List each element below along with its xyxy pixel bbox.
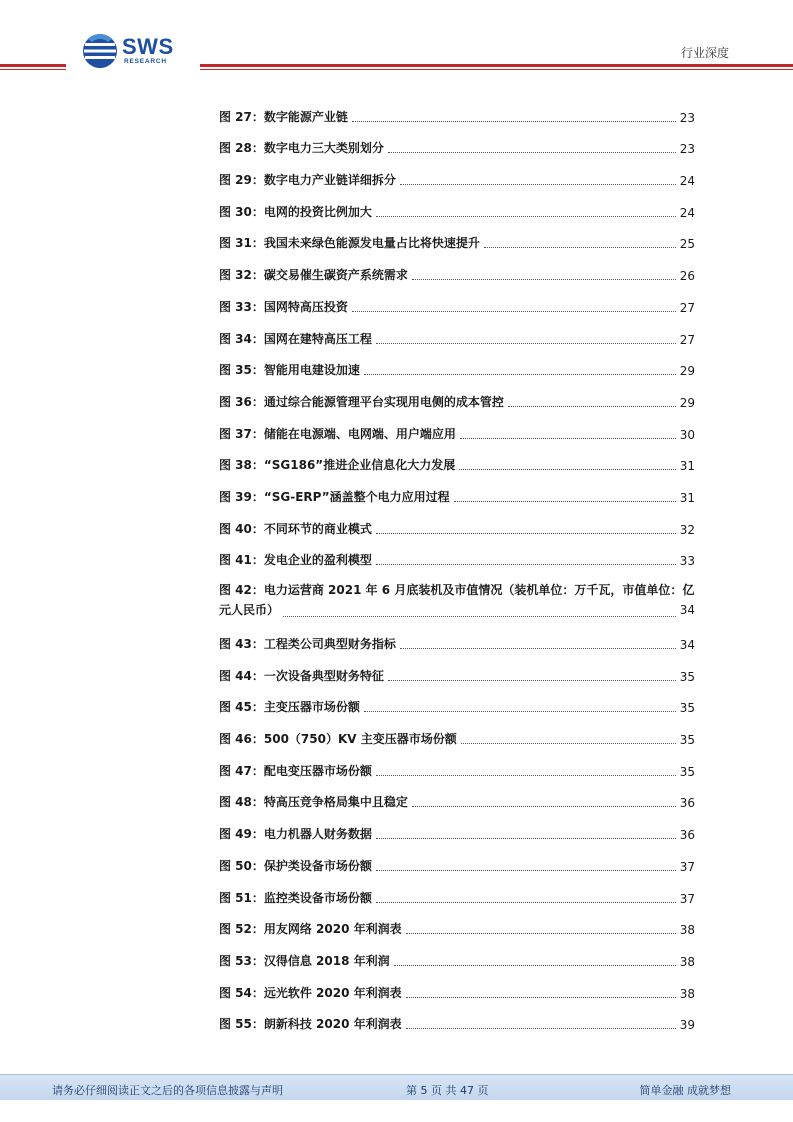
toc-entry-label: 图 42：电力运营商 2021 年 6 月底装机及市值情况（装机单位：万千瓦，市值单位：亿: [219, 583, 695, 598]
logo-text: SWS: [122, 34, 174, 59]
toc-leader-dots: [461, 743, 676, 744]
toc-entry-page: 31: [679, 490, 695, 505]
toc-entry-page: 33: [679, 554, 695, 569]
toc-entry-page: 37: [679, 891, 695, 906]
toc-leader-dots: [352, 121, 676, 122]
toc-entry-page: 30: [679, 427, 695, 442]
toc-entry-label: 图 32：碳交易催生碳资产系统需求: [219, 268, 408, 283]
toc-entry-page: 39: [679, 1018, 695, 1033]
header-rule-left: [0, 64, 66, 67]
toc-entry[interactable]: [219, 544, 695, 576]
toc-leader-dots: [412, 279, 676, 280]
toc-entry[interactable]: [219, 786, 695, 818]
toc-entry-label: 图 50：保护类设备市场份额: [219, 858, 372, 873]
toc-leader-dots: [283, 616, 676, 617]
toc-entry-page: 27: [679, 300, 695, 315]
header-rule-right: [200, 64, 793, 67]
toc-entry[interactable]: [219, 627, 695, 659]
toc-entry-label: 图 40：不同环节的商业模式: [219, 521, 372, 536]
toc-entry[interactable]: [219, 849, 695, 881]
toc-entry[interactable]: [219, 976, 695, 1008]
toc-entry-page: 36: [679, 828, 695, 843]
toc-entry-label: 图 47：配电变压器市场份额: [219, 763, 372, 778]
toc-entry[interactable]: [219, 1008, 695, 1040]
toc-leader-dots: [406, 933, 676, 934]
toc-entry-label: 图 55：朗新科技 2020 年利润表: [219, 1017, 402, 1032]
toc-entry-label: 图 45：主变压器市场份额: [219, 700, 360, 715]
toc-leader-dots: [376, 564, 676, 565]
toc-entry[interactable]: [219, 754, 695, 786]
toc-entry-page: 24: [679, 205, 695, 220]
toc-entry[interactable]: [219, 417, 695, 449]
toc-leader-dots: [388, 680, 676, 681]
toc-leader-dots: [388, 152, 676, 153]
toc-leader-dots: [459, 469, 676, 470]
toc-entry-page: 38: [679, 923, 695, 938]
toc-entry-label: 图 29：数字电力产业链详细拆分: [219, 173, 396, 188]
toc-entry-page: 32: [679, 522, 695, 537]
page-header: [0, 0, 793, 80]
toc-leader-dots: [460, 438, 676, 439]
toc-entry[interactable]: [219, 722, 695, 754]
toc-entry[interactable]: [219, 163, 695, 195]
toc-entry-page: 35: [679, 764, 695, 779]
toc-entry-label: 图 51：监控类设备市场份额: [219, 890, 372, 905]
toc-entry-label: 图 52：用友网络 2020 年利润表: [219, 922, 402, 937]
toc-entry-label: 图 54：远光软件 2020 年利润表: [219, 985, 402, 1000]
toc-leader-dots: [394, 965, 676, 966]
toc-leader-dots: [484, 247, 676, 248]
footer-disclaimer: 请务必仔细阅读正文之后的各项信息披露与声明: [52, 1084, 283, 1097]
toc-entry-page: 35: [679, 733, 695, 748]
toc-entry-page: 38: [679, 986, 695, 1001]
toc-entry-page: 26: [679, 269, 695, 284]
toc-entry[interactable]: [219, 290, 695, 322]
toc-entry[interactable]: [219, 480, 695, 512]
toc-entry[interactable]: [219, 227, 695, 259]
toc-entry-page: 31: [679, 459, 695, 474]
toc-entry[interactable]: [219, 817, 695, 849]
toc-entry[interactable]: [219, 881, 695, 913]
toc-entry-label: 图 36：通过综合能源管理平台实现用电侧的成本管控: [219, 394, 504, 409]
toc-entry[interactable]: [219, 354, 695, 386]
toc-entry-label: 图 41：发电企业的盈利模型: [219, 553, 372, 568]
toc-entry-label: 图 27：数字能源产业链: [219, 109, 348, 124]
toc-entry[interactable]: [219, 100, 695, 132]
figure-list: [219, 100, 695, 1039]
toc-leader-dots: [406, 997, 676, 998]
toc-entry-label: 图 37：储能在电源端、电网端、用户端应用: [219, 426, 456, 441]
toc-entry-label-cont: 元人民币）: [219, 603, 280, 618]
toc-entry[interactable]: [219, 258, 695, 290]
toc-entry[interactable]: [219, 575, 695, 627]
toc-leader-dots: [376, 533, 676, 534]
toc-leader-dots: [400, 184, 676, 185]
toc-leader-dots: [376, 343, 676, 344]
toc-entry-label: 图 48：特高压竞争格局集中且稳定: [219, 795, 408, 810]
toc-leader-dots: [352, 311, 676, 312]
footer-slogan: 简单金融 成就梦想: [639, 1084, 731, 1097]
toc-leader-dots: [376, 902, 676, 903]
toc-entry-label: 图 43：工程类公司典型财务指标: [219, 637, 396, 651]
toc-leader-dots: [376, 838, 676, 839]
logo-globe-icon: [82, 33, 118, 69]
toc-entry[interactable]: [219, 449, 695, 481]
toc-entry-page: 35: [679, 669, 695, 684]
toc-entry-label: 图 53：汉得信息 2018 年利润: [219, 953, 390, 968]
toc-entry-label: 图 30：电网的投资比例加大: [219, 204, 372, 219]
toc-entry[interactable]: [219, 195, 695, 227]
toc-entry[interactable]: [219, 132, 695, 164]
toc-entry-page: 36: [679, 796, 695, 811]
toc-entry-label: 图 46：500（750）KV 主变压器市场份额: [219, 732, 457, 747]
header-rule-left-thin: [0, 69, 66, 70]
footer-page-number: 第 5 页 共 47 页: [406, 1084, 489, 1097]
toc-entry-label: 图 39：“SG-ERP”涵盖整个电力应用过程: [219, 489, 450, 504]
toc-leader-dots: [412, 806, 676, 807]
toc-entry-page: 24: [679, 174, 695, 189]
toc-entry[interactable]: [219, 691, 695, 723]
toc-entry[interactable]: [219, 944, 695, 976]
toc-leader-dots: [364, 374, 676, 375]
toc-entry-page: 34: [679, 638, 695, 652]
toc-entry-page: 23: [679, 142, 695, 157]
toc-leader-dots: [376, 870, 676, 871]
toc-entry-page: 34: [679, 603, 695, 618]
toc-leader-dots: [454, 501, 676, 502]
toc-entry-page: 27: [679, 332, 695, 347]
toc-entry-label: 图 34：国网在建特高压工程: [219, 331, 372, 346]
toc-entry-page: 23: [679, 110, 695, 125]
toc-leader-dots: [364, 711, 676, 712]
toc-entry[interactable]: [219, 512, 695, 544]
toc-entry-page: 37: [679, 859, 695, 874]
toc-leader-dots: [508, 406, 676, 407]
toc-entry-page: 29: [679, 364, 695, 379]
toc-leader-dots: [400, 648, 676, 649]
page-footer: [0, 1074, 793, 1100]
toc-entry-page: 29: [679, 395, 695, 410]
toc-entry-label: 图 33：国网特高压投资: [219, 299, 348, 314]
toc-entry-page: 35: [679, 701, 695, 716]
toc-leader-dots: [376, 775, 676, 776]
report-category: 行业深度: [680, 46, 729, 60]
toc-entry-label: 图 49：电力机器人财务数据: [219, 827, 372, 842]
toc-entry[interactable]: [219, 322, 695, 354]
logo-subtext: RESEARCH: [124, 58, 167, 65]
toc-entry-label: 图 28：数字电力三大类别划分: [219, 141, 384, 156]
toc-entry-label: 图 31：我国未来绿色能源发电量占比将快速提升: [219, 236, 480, 251]
toc-entry-label: 图 35：智能用电建设加速: [219, 363, 360, 378]
toc-entry-label: 图 44：一次设备典型财务特征: [219, 668, 384, 683]
toc-leader-dots: [376, 216, 676, 217]
sws-logo: [82, 33, 192, 69]
toc-entry-label: 图 38：“SG186”推进企业信息化大力发展: [219, 458, 456, 473]
header-rule-right-thin: [200, 69, 793, 70]
toc-entry[interactable]: [219, 659, 695, 691]
toc-entry-page: 38: [679, 954, 695, 969]
toc-entry[interactable]: [219, 385, 695, 417]
toc-entry[interactable]: [219, 913, 695, 945]
toc-leader-dots: [406, 1028, 676, 1029]
toc-entry-page: 25: [679, 237, 695, 252]
